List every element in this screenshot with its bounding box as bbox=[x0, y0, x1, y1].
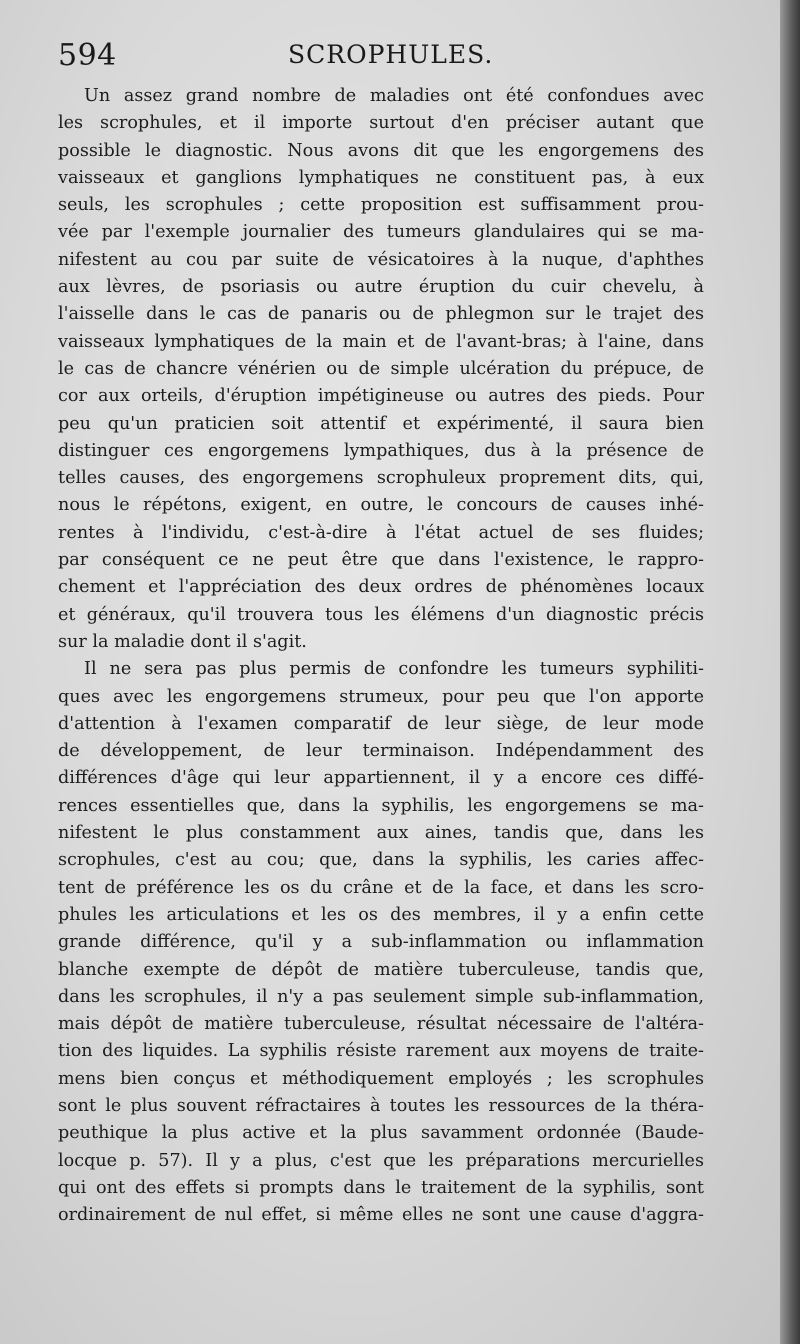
text-line: et généraux, qu'il trouvera tous les élémens d'un diagnostic précis bbox=[58, 604, 704, 625]
text-line: d'attention à l'examen comparatif de leur siège, de leur mode bbox=[58, 713, 704, 734]
text-line: locque p. 57). Il y a plus, c'est que les préparations mercurielles bbox=[58, 1150, 704, 1171]
text-line: nous le répétons, exigent, en outre, le concours de causes inhé- bbox=[58, 495, 704, 516]
text-line: différences d'âge qui leur appartiennent, il y a encore ces diffé- bbox=[58, 768, 704, 789]
text-line: qui ont des effets si prompts dans le traitement de la syphilis, sont bbox=[58, 1177, 704, 1198]
text-line: mens bien conçus et méthodiquement employés ; les scrophules bbox=[58, 1068, 704, 1089]
text-line: vée par l'exemple journalier des tumeurs glandulaires qui se ma- bbox=[58, 222, 704, 243]
text-line: sur la maladie dont il s'agit. bbox=[58, 631, 307, 652]
body-text bbox=[58, 83, 704, 1229]
text-line: l'aisselle dans le cas de panaris ou de phlegmon sur le trajet des bbox=[58, 304, 704, 325]
text-line: les scrophules, et il importe surtout d'en préciser autant que bbox=[58, 113, 704, 134]
text-line: tent de préférence les os du crâne et de la face, et dans les scro- bbox=[58, 877, 704, 898]
text-line: phules les articulations et les os des membres, il y a enfin cette bbox=[58, 904, 704, 925]
text-line: scrophules, c'est au cou; que, dans la syphilis, les caries affec- bbox=[58, 850, 704, 871]
text-line: blanche exempte de dépôt de matière tuberculeuse, tandis que, bbox=[58, 959, 704, 980]
text-line: ordinairement de nul effet, si même elles ne sont une cause d'aggra- bbox=[58, 1205, 704, 1226]
text-line: grande différence, qu'il y a sub-inflammation ou inflammation bbox=[58, 932, 704, 953]
text-line: aux lèvres, de psoriasis ou autre éruption du cuir chevelu, à bbox=[58, 277, 704, 298]
text-line: vaisseaux et ganglions lymphatiques ne constituent pas, à eux bbox=[58, 167, 704, 188]
text-line: cor aux orteils, d'éruption impétigineuse ou autres des pieds. Pour bbox=[58, 386, 704, 407]
text-line: de développement, de leur terminaison. Indépendamment des bbox=[58, 741, 704, 762]
page-number: 594 bbox=[58, 38, 117, 73]
text-line: mais dépôt de matière tuberculeuse, résultat nécessaire de l'altéra- bbox=[58, 1014, 704, 1035]
text-line: nifestent le plus constamment aux aines, tandis que, dans les bbox=[58, 823, 704, 844]
page-header bbox=[58, 38, 708, 78]
text-line: Il ne sera pas plus permis de confondre les tumeurs syphiliti- bbox=[84, 659, 704, 680]
text-line: nifestent au cou par suite de vésicatoires à la nuque, d'aphthes bbox=[58, 249, 704, 270]
text-line: rences essentielles que, dans la syphilis, les engorgemens se ma- bbox=[58, 795, 704, 816]
text-line: dans les scrophules, il n'y a pas seulement simple sub-inflammation, bbox=[58, 986, 704, 1007]
text-line: sont le plus souvent réfractaires à toutes les ressources de la théra- bbox=[58, 1095, 704, 1116]
text-line: tion des liquides. La syphilis résiste rarement aux moyens de traite- bbox=[58, 1041, 704, 1062]
text-line: rentes à l'individu, c'est-à-dire à l'état actuel de ses fluides; bbox=[58, 522, 704, 543]
text-line: distinguer ces engorgemens lympathiques, dus à la présence de bbox=[58, 440, 704, 461]
text-line: ques avec les engorgemens strumeux, pour peu que l'on apporte bbox=[58, 686, 704, 707]
running-head: SCROPHULES. bbox=[288, 40, 494, 69]
text-line: peuthique la plus active et la plus savamment ordonnée (Baude- bbox=[58, 1123, 704, 1144]
text-line: par conséquent ce ne peut être que dans l'existence, le rappro- bbox=[58, 550, 704, 571]
text-line: peu qu'un praticien soit attentif et expérimenté, il saura bien bbox=[58, 413, 704, 434]
text-line: le cas de chancre vénérien ou de simple ulcération du prépuce, de bbox=[58, 358, 704, 379]
text-line: telles causes, des engorgemens scrophuleux proprement dits, qui, bbox=[58, 468, 704, 489]
text-line: seuls, les scrophules ; cette proposition est suffisamment prou- bbox=[58, 195, 704, 216]
text-line: chement et l'appréciation des deux ordres de phénomènes locaux bbox=[58, 577, 704, 598]
text-line: possible le diagnostic. Nous avons dit que les engorgemens des bbox=[58, 140, 704, 161]
page-edge bbox=[780, 0, 800, 1344]
text-line: Un assez grand nombre de maladies ont été confondues avec bbox=[84, 86, 704, 106]
text-line: vaisseaux lymphatiques de la main et de l'avant-bras; à l'aine, dans bbox=[58, 331, 704, 352]
